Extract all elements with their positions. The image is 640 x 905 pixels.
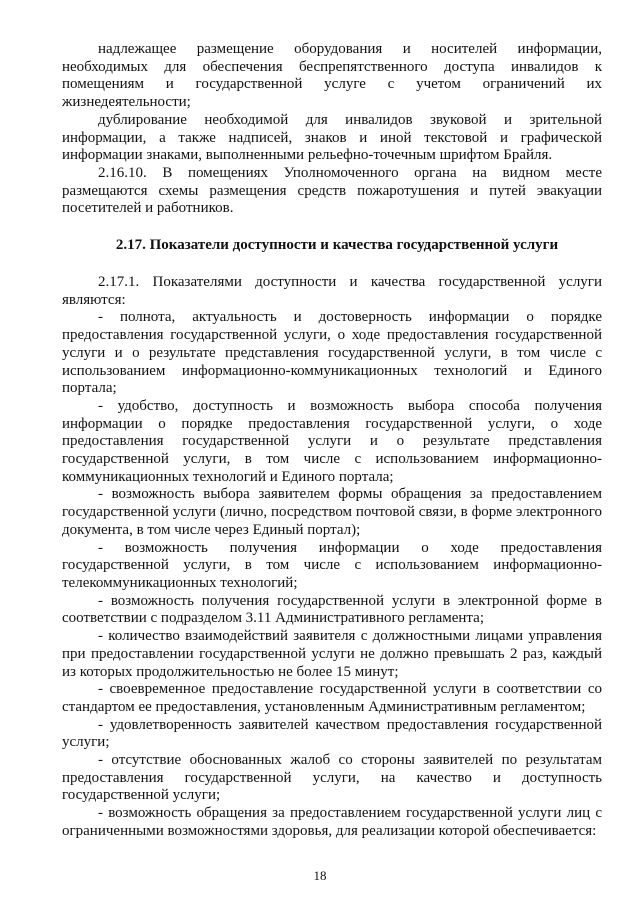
list-item-electronic-form: - возможность получения государственной услуги в электронной форме в соответствии с подразделом 3.11 Административного регламента;	[62, 592, 602, 627]
list-item-form-choice: - возможность выбора заявителем формы обращения за предоставлением государственной услуги (лично, посредством почтовой связи, в форме электронного документа, в том числе через Единый портал);	[62, 486, 602, 538]
list-item-timeliness: - своевременное предоставление государственной услуги в соответствии со стандартом ее предоставления, установленным Административным регламентом;	[62, 681, 602, 715]
paragraph-braille-duplication: дублирование необходимой для инвалидов звуковой и зрительной информации, а также надписей, знаков и иной текстовой и графической информации знаками, выполненными рельефно-точечным шрифтом Брайля.	[62, 111, 602, 164]
list-item-completeness: - полнота, актуальность и достоверность информации о порядке предоставления государственной услуги, о ходе предоставления государственной услуги и о результате представления государственной услуги, в том числе с использованием информационно-коммуникационных технологий и Единого портала;	[62, 309, 602, 397]
list-item-interactions-count: - количество взаимодействий заявителя с должностными лицами управления при предоставлении государственной услуги не должно превышать 2 раз, каждый из которых продолжительностью не более 15 минут;	[62, 628, 602, 680]
page-number: 18	[313, 868, 327, 883]
paragraph-2-17-1: 2.17.1. Показателями доступности и качества государственной услуги являются:	[62, 274, 602, 308]
list-item-convenience: - удобство, доступность и возможность выбора способа получения информации о порядке предоставления государственной услуги, о ходе предоставления государственной услуги и о результате представления государственной услуги, в том числе с использованием информационно-коммуникационных технологий и Единого портала;	[62, 397, 602, 485]
list-item-disabled-access: - возможность обращения за предоставлением государственной услуги лиц с ограниченными возможностями здоровья, для реализации которой обеспечивается:	[62, 805, 602, 839]
paragraph-2-16-10: 2.16.10. В помещениях Уполномоченного органа на видном месте размещаются схемы размещения средств пожаротушения и путей эвакуации посетителей и работников.	[62, 164, 602, 217]
list-item-satisfaction: - удовлетворенность заявителей качеством предоставления государственной услуги;	[62, 716, 602, 751]
list-item-no-complaints: - отсутствие обоснованных жалоб со стороны заявителей по результатам предоставления государственной услуги, на качество и доступность государственной услуги;	[62, 752, 602, 804]
section-title: 2.17. Показатели доступности и качества государственной услуги	[115, 237, 559, 254]
paragraph-equipment-placement: надлежащее размещение оборудования и носителей информации, необходимых для обеспечения беспрепятственного доступа инвалидов к помещениям и государственной услуге с учетом ограничений их жизнедеятельности;	[62, 41, 602, 111]
list-item-progress-info: - возможность получения информации о ходе предоставления государственной услуги, в том числе с использованием информационно-телекоммуникационных технологий;	[62, 539, 602, 591]
